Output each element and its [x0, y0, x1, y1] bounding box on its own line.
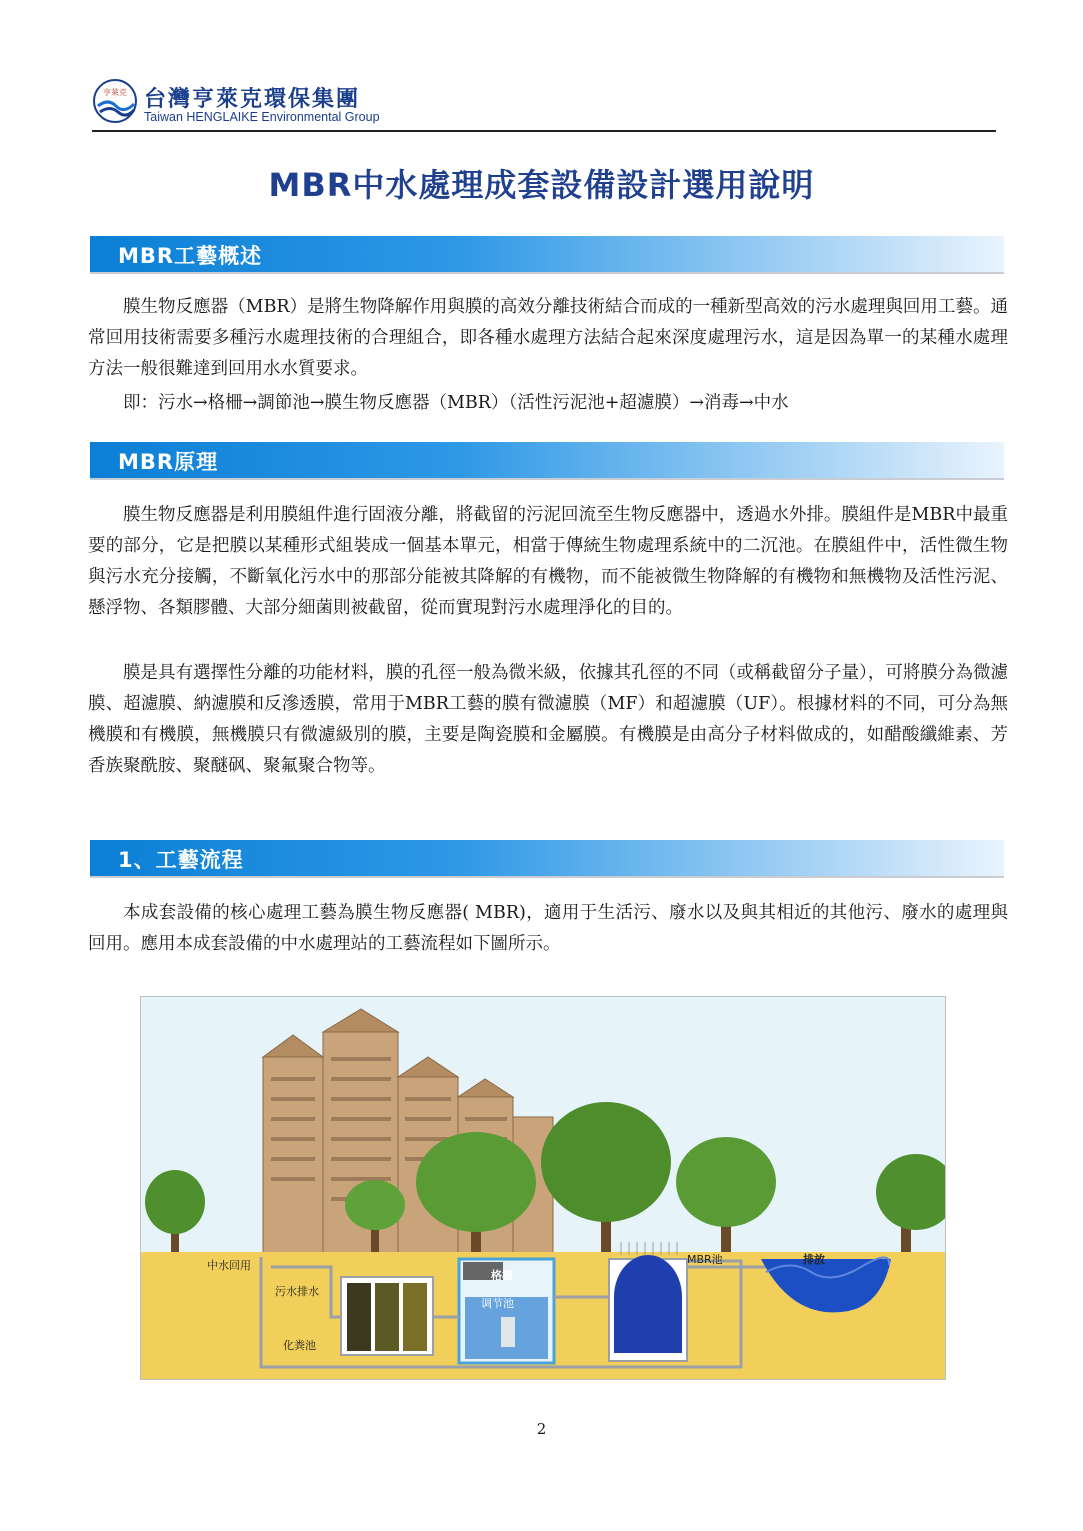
company-logo-icon — [92, 78, 138, 124]
label-sewage-out: 污水排水 — [275, 1285, 319, 1298]
label-reuse: 中水回用 — [207, 1259, 251, 1272]
label-screen: 格栅 — [491, 1269, 513, 1282]
section-heading-label: MBR工藝概述 — [118, 244, 263, 268]
overview-process-line: 即：污水→格柵→調節池→膜生物反應器（MBR）（活性污泥池+超濾膜）→消毒→中水 — [123, 393, 789, 413]
company-name-zh: 台灣亨萊克環保集團 — [144, 87, 361, 112]
label-septic: 化粪池 — [283, 1339, 316, 1352]
section-heading-overview — [90, 236, 1004, 274]
process-flow-paragraph: 本成套設備的核心處理工藝為膜生物反應器( MBR)，適用于生活污、廢水以及與其相近的其他污、廢水的處理與回用。應用本成套設備的中水處理站的工藝流程如下圖所示。 — [88, 903, 1008, 954]
section-heading-label: 1、工藝流程 — [118, 848, 244, 872]
section-heading-label: MBR原理 — [118, 450, 219, 474]
header-divider — [92, 130, 996, 132]
label-discharge: 排放 — [803, 1253, 825, 1266]
diagram-illustration — [141, 997, 945, 1379]
section-heading-principle — [90, 442, 1004, 480]
overview-paragraph-1: 膜生物反應器（MBR）是將生物降解作用與膜的高效分離技術結合而成的一種新型高效的污水處理與回用工藝。通常回用技術需要多種污水處理技術的合理組合，即各種水處理方法結合起來深度處理污水，這是因為單一的某種水處理方法一般很難達到回用水水質要求。 — [88, 297, 1008, 379]
logo-text: 亨萊克 — [103, 88, 127, 97]
section-heading-process-flow — [90, 840, 1004, 878]
pump-icon — [501, 1317, 515, 1347]
company-name-en: Taiwan HENGLAIKE Environmental Group — [144, 110, 380, 124]
principle-paragraph-1: 膜生物反應器是利用膜組件進行固液分離，將截留的污泥回流至生物反應器中，透過水外排。膜組件是MBR中最重要的部分，它是把膜以某種形式組裝成一個基本單元，相當于傳統生物處理系統中的二沉池。在膜組件中，活性微生物與污水充分接觸，不斷氧化污水中的那部分能被其降解的有機物，而不能被微生物降解的有機物和無機物及活性污泥、懸浮物、各類膠體、大部分細菌則被截留，從而實現對污水處理淨化的目的。 — [88, 505, 1008, 618]
page-title: MBR中水處理成套設備設計選用說明 — [268, 166, 815, 204]
process-flow-diagram — [140, 996, 946, 1380]
principle-paragraph-2: 膜是具有選擇性分離的功能材料，膜的孔徑一般為微米級，依據其孔徑的不同（或稱截留分子量），可將膜分為微濾膜、超濾膜、納濾膜和反滲透膜，常用于MBR工藝的膜有微濾膜（MF）和超濾膜（UF）。根據材料的不同，可分為無機膜和有機膜，無機膜只有微濾級別的膜，主要是陶瓷膜和金屬膜。有機膜是由高分子材料做成的，如醋酸纖維素、芳香族聚酰胺、聚醚砜、聚氟聚合物等。 — [88, 663, 1008, 776]
label-regulating: 调节池 — [481, 1297, 514, 1310]
label-mbr: MBR池 — [687, 1253, 723, 1266]
page-number: 2 — [536, 1420, 547, 1438]
